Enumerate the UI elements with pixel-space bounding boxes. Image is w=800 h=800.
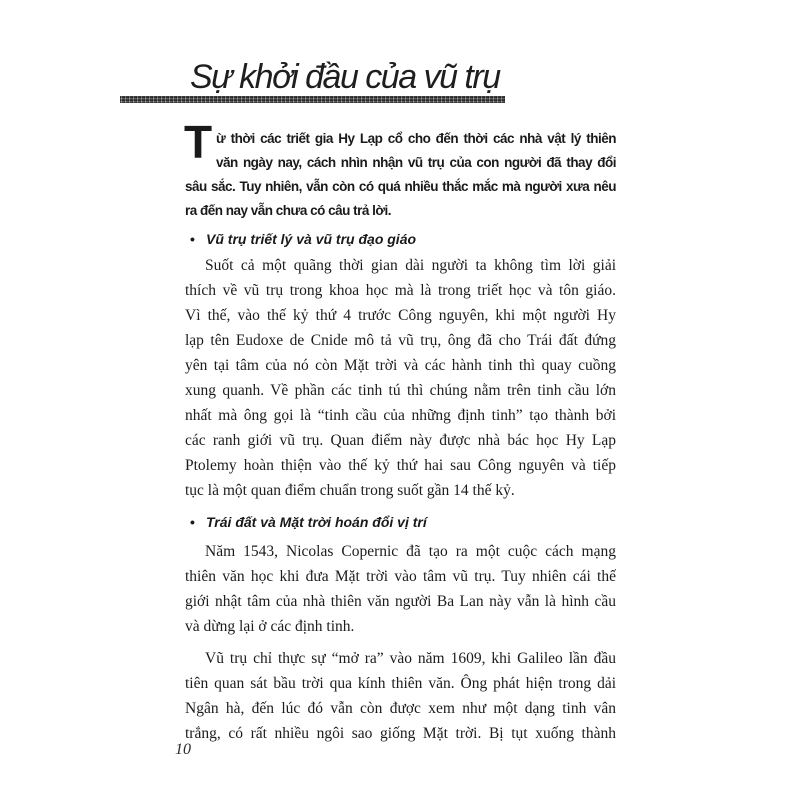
paragraph-line: Vũ trụ chỉ thực sự “mở ra” vào năm 1609, khi Galileo lần đầu	[205, 650, 616, 667]
bullet-icon: •	[190, 231, 195, 247]
paragraph-line: nhất mà ông gọi là “tinh cầu của những định tinh” tạo thành bởi	[185, 407, 616, 424]
intro-line: sâu sắc. Tuy nhiên, vẫn còn có quá nhiều thắc mắc mà người xưa nêu	[185, 179, 616, 194]
body-paragraph	[185, 253, 616, 503]
intro-line: ra đến nay vẫn chưa có câu trả lời.	[185, 203, 391, 218]
paragraph-line: Suốt cả một quãng thời gian dài người ta không tìm lời giải	[205, 257, 616, 274]
paragraph-line: giới nhật tâm của nhà thiên văn người Ba Lan này vẫn là hình cầu	[185, 593, 616, 610]
paragraph-line: xung quanh. Về phần các tinh tú thì chúng nằm trên tinh cầu lớn	[185, 382, 616, 399]
paragraph-line: trắng, có rất nhiều ngôi sao giống Mặt trời. Bị tụt xuống thành	[185, 725, 616, 742]
paragraph-line: lạp tên Eudoxe de Cnide mô tả vũ trụ, ông đã cho Trái đất đứng	[185, 332, 616, 349]
paragraph-line: tiên quan sát bầu trời qua kính thiên văn. Ông phát hiện trong dải	[185, 675, 616, 692]
section-heading: Trái đất và Mặt trời hoán đổi vị trí	[206, 514, 427, 530]
paragraph-line: Ptolemy hoàn thiện vào thế kỷ thứ hai sau Công nguyên và tiếp	[185, 457, 616, 474]
paragraph-line: các ranh giới vũ trụ. Quan điểm này được nhà bác học Hy Lạp	[185, 432, 616, 449]
paragraph-line: tục là một quan điểm chuẩn trong suốt gần 14 thế kỷ.	[185, 482, 515, 499]
page-number: 10	[175, 741, 191, 758]
page-title: Sự khởi đầu của vũ trụ	[190, 58, 500, 96]
body-paragraph	[185, 539, 616, 639]
paragraph-line: Ngân hà, đến lúc đó vẫn còn được xem như một dạng tinh vân	[185, 700, 616, 717]
intro-line: ừ thời các triết gia Hy Lạp cổ cho đến thời các nhà vật lý thiên	[216, 131, 616, 146]
paragraph-line: Vì thế, vào thế kỷ thứ 4 trước Công nguyên, khi một người Hy	[185, 307, 616, 324]
intro-line: văn ngày nay, cách nhìn nhận vũ trụ của con người đã thay đổi	[216, 155, 616, 170]
paragraph-line: yên tại tâm của nó còn Mặt trời và các hành tinh thì quay cuồng	[185, 357, 616, 374]
paragraph-line: thích về vũ trụ trong khoa học mà là trong triết học và tôn giáo.	[185, 282, 616, 299]
drop-cap: T	[184, 116, 213, 168]
bullet-icon: •	[190, 514, 195, 530]
paragraph-line: Năm 1543, Nicolas Copernic đã tạo ra một cuộc cách mạng	[205, 543, 616, 560]
section-heading: Vũ trụ triết lý và vũ trụ đạo giáo	[206, 231, 417, 247]
intro-paragraph	[185, 127, 616, 223]
title-rule	[120, 96, 505, 103]
body-paragraph	[185, 646, 616, 746]
paragraph-line: thiên văn học khi đưa Mặt trời vào tâm vũ trụ. Tuy nhiên cái thế	[185, 568, 616, 585]
paragraph-line: và dừng lại ở các định tinh.	[185, 618, 355, 635]
